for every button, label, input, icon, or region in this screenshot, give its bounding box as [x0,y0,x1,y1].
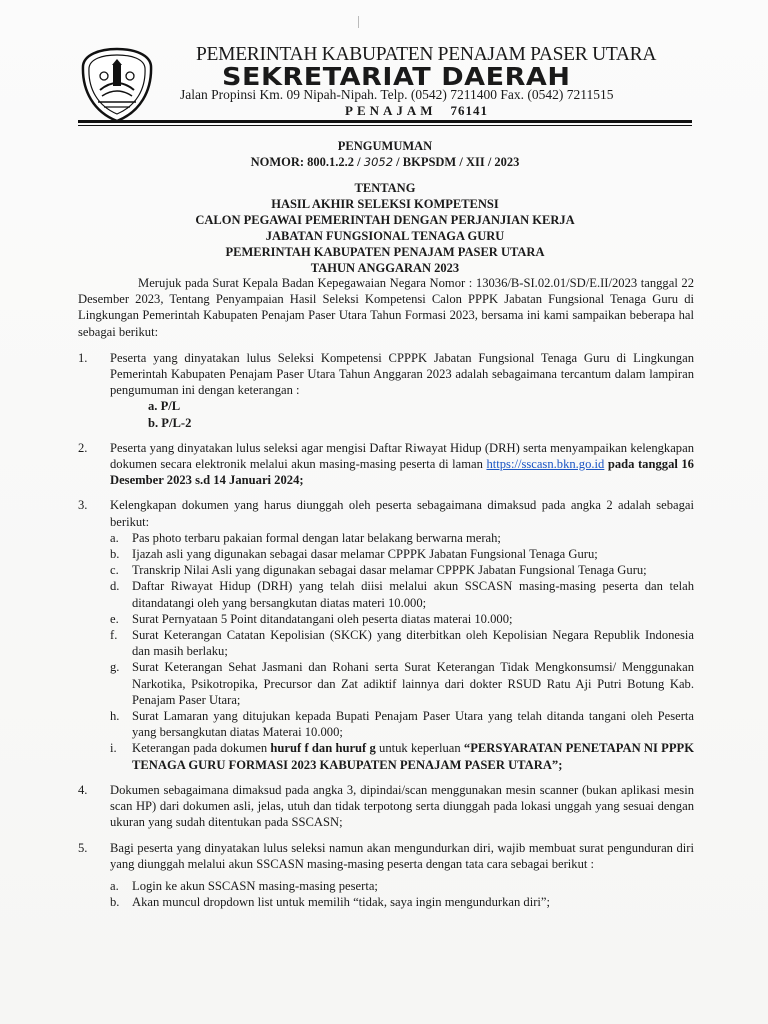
letterhead-government: PEMERINTAH KABUPATEN PENAJAM PASER UTARA [196,44,657,65]
sub-item: b. Akan muncul dropdown list untuk memilih “tidak, saya ingin mengundurkan diri”; [110,895,550,910]
letterhead-address: Jalan Propinsi Km. 09 Nipah-Nipah. Telp. (0542) 7211400 Fax. (0542) 7211515 [180,87,614,102]
nomor-prefix: NOMOR: 800.1.2.2 / [250,155,361,169]
list-item: 2. Peserta yang dinyatakan lulus seleksi agar mengisi Daftar Riwayat Hidup (DRH) serta menyampaikan kelengkapan dokumen secara elektronik melalui akun masing-masing peserta di laman https://sscasn.bkn.go.id pada tanggal 16 Desember 2023 s.d 14 Januari 2024; [78,440,694,488]
city-name: PENAJAM [345,103,437,118]
regency-emblem-icon [80,46,154,124]
list-item: 4. Dokumen sebagaimana dimaksud pada angka 3, dipindai/scan menggunakan mesin scanner (bukan aplikasi mesin scan HP) dari dokumen asli, jelas, utuh dan tidak terpotong serta diunggah pada lokasi unggah yang sesuai dengan ukuran yang sudah ditentukan pada SSCASN; [78,782,694,830]
letterhead-secretariat: SEKRETARIAT DAERAH [222,62,571,91]
title-line-4: PEMERINTAH KABUPATEN PENAJAM PASER UTARA [225,245,545,259]
postal-code: 76141 [450,103,489,118]
letterhead-rule-thin [78,125,692,126]
sub-item: e. Surat Pernyataan 5 Point ditandatangani oleh peserta diatas materai 10.000; [110,611,513,626]
list-item: 3. Kelengkapan dokumen yang harus diunggah oleh peserta sebagaimana dimaksud pada angka 2 adalah sebagai berikut: a. Pas photo terbaru pakaian formal dengan latar belakang berwarna merah; b. Ijazah asli yang digunakan sebagai dasar melamar CPPPK Jabatan Fungsional Tenaga Guru; c. Transkrip Nilai Asli yang digunakan sebagai dasar melamar CPPPK Jabatan Fungsional Tenaga Guru; d. Daftar Riwayat Hidup (DRH) yang telah diisi melalui akun SSCASN masing-masing peserta dan telah ditandatangi oleh yang bersangkutan diatas materi 10.000; e. Surat Pernyataan 5 Point ditandatangani oleh peserta diatas materai 10.000; f. Surat Keterangan Catatan Kepolisian (SKCK) yang diterbitkan oleh Kepolisian Negara Republik Indonesia dan masih berlaku; g. Surat Keterangan Sehat Jasmani dan Rohani serta Surat Keterangan Tidak Mengkonsumsi/ Menggunakan Narkotika, Psikotropika, Precursor dan Zat adiktif lainnya dari dokter RSUD Ratu Aji Putri Botung Kab. Penajam Paser Utara; h. Surat Lamaran yang ditujukan kepada Bupati Penajam Paser Utara yang telah ditanda tangani oleh Peserta yang bersangkutan diatas Materai 10.000; i. Keterangan pada dokumen huruf f dan huruf g untuk keperluan “PERSYARATAN PENETAPAN NI PPPK TENAGA GURU FORMASI 2023 KABUPATEN PENAJAM PASER UTARA”; [78,498,695,772]
title-line-1: HASIL AKHIR SELEKSI KOMPETENSI [271,197,499,211]
nomor-handwritten: 3052 [363,155,394,169]
title-line-2: CALON PEGAWAI PEMERINTAH DENGAN PERJANJIAN KERJA [195,213,575,227]
nomor-suffix: / BKPSDM / XII / 2023 [396,155,520,169]
sub-item: a. Pas photo terbaru pakaian formal dengan latar belakang berwarna merah; [110,530,501,545]
title-tentang: TENTANG [354,181,416,195]
sub-item: a. Login ke akun SSCASN masing-masing peserta; [110,878,378,893]
sub-item: c. Transkrip Nilai Asli yang digunakan sebagai dasar melamar CPPPK Jabatan Fungsional Tenaga Guru; [110,563,647,578]
letterhead-rule-thick [78,120,692,123]
title-pengumuman: PENGUMUMAN [337,139,433,153]
announcement-titles [60,138,710,276]
title-line-5: TAHUN ANGGARAN 2023 [310,261,460,275]
scan-mark [358,16,359,28]
sub-item: h. Surat Lamaran yang ditujukan kepada Bupati Penajam Paser Utara yang telah ditanda tangani oleh Peserta yang bersangkutan diatas Materai 10.000; [110,709,694,740]
sub-item: f. Surat Keterangan Catatan Kepolisian (SKCK) yang diterbitkan oleh Kepolisian Negara Republik Indonesia dan masih berlaku; [110,628,694,659]
intro-paragraph: Merujuk pada Surat Kepala Badan Kepegawaian Negara Nomor : 13036/B-SI.02.01/SD/E.II/2023 tanggal 22 Desember 2023, Tentang Penyampaian Hasil Seleksi Kompetensi Calon PPPK Jabatan Fungsional Tenaga Guru di Lingkungan Pemerintah Kabupaten Penajam Paser Utara Tahun Formasi 2023, bersama ini kami sampaikan beberapa hal sebagai berikut: [78,276,694,339]
announcement-body [78,275,694,919]
sub-item: b. Ijazah asli yang digunakan sebagai dasar melamar CPPPK Jabatan Fungsional Tenaga Guru; [110,547,598,562]
sscasn-link[interactable]: https://sscasn.bkn.go.id [486,457,605,472]
sub-item: i. Keterangan pada dokumen huruf f dan huruf g untuk keperluan “PERSYARATAN PENETAPAN NI PPPK TENAGA GURU FORMASI 2023 KABUPATEN PENAJAM PASER UTARA”; [110,741,695,772]
list-item: 5. Bagi peserta yang dinyatakan lulus seleksi namun akan mengundurkan diri, wajib membuat surat pengunduran diri yang diunggah melalui akun SSCASN masing-masing peserta dengan tata cara sebagai berikut : a. Login ke akun SSCASN masing-masing peserta; b. Akan muncul dropdown list untuk memilih “tidak, saya ingin mengundurkan diri”; [78,840,694,910]
list-item: 1. Peserta yang dinyatakan lulus Seleksi Kompetensi CPPPK Jabatan Fungsional Tenaga Guru di Lingkungan Pemerintah Kabupaten Penajam Paser Utara Tahun Anggaran 2023 adalah sebagaimana tercantum dalam lampiran pengumuman ini dengan keterangan : a. P/L b. P/L-2 [78,350,694,430]
sub-item: d. Daftar Riwayat Hidup (DRH) yang telah diisi melalui akun SSCASN masing-masing peserta dan telah ditandatangi oleh yang bersangkutan diatas materi 10.000; [110,579,694,610]
title-line-3: JABATAN FUNGSIONAL TENAGA GURU [265,229,505,243]
title-nomor [60,154,710,170]
sub-item: g. Surat Keterangan Sehat Jasmani dan Rohani serta Surat Keterangan Tidak Mengkonsumsi/ Menggunakan Narkotika, Psikotropika, Precursor dan Zat adiktif lainnya dari dokter RSUD Ratu Aji Putri Botung Kab. Penajam Paser Utara; [110,660,694,707]
letterhead-city [345,103,488,119]
